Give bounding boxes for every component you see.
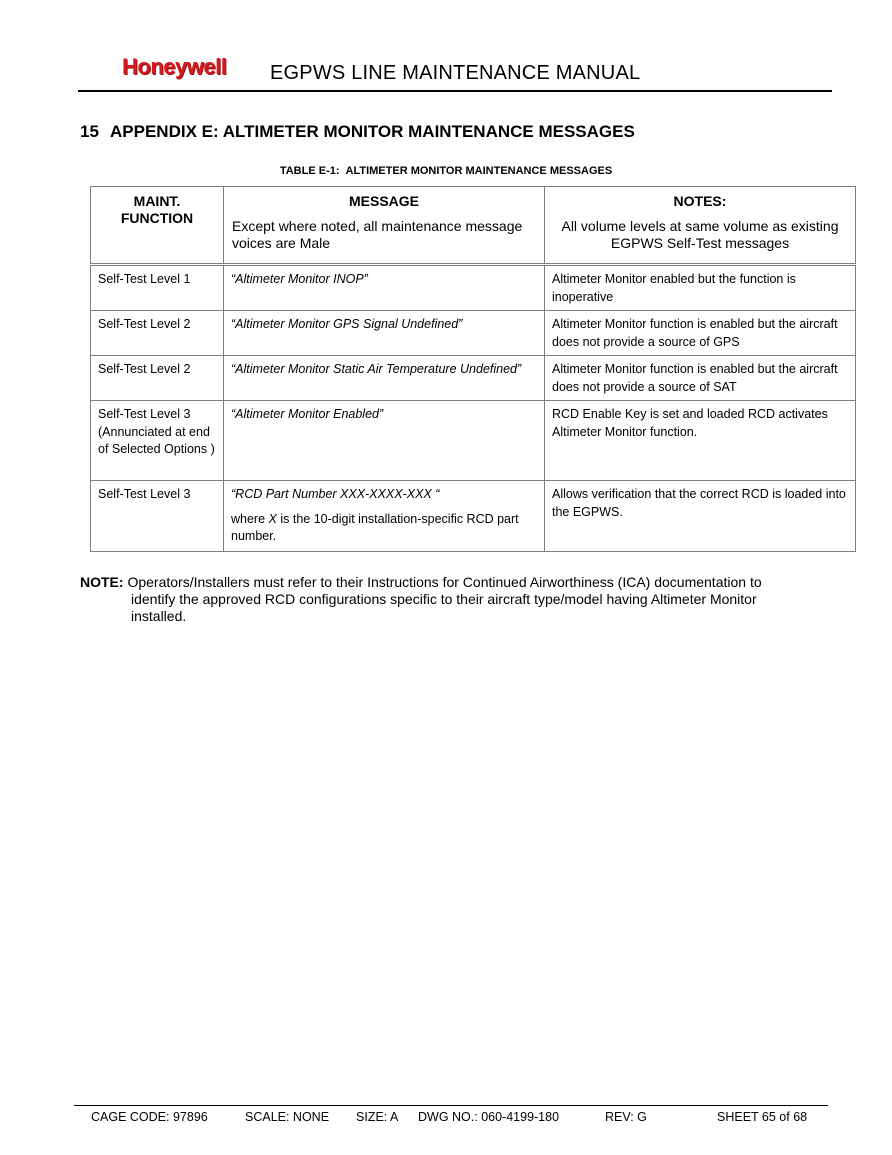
message-cell: “Altimeter Monitor GPS Signal Undefined” (224, 311, 545, 356)
footer-size: SIZE: A (356, 1110, 399, 1124)
header-notes (545, 187, 856, 265)
note-label: NOTE: (80, 574, 124, 590)
function-cell: Self-Test Level 3 (91, 481, 224, 552)
note-text-rest: identify the approved RCD configurations specific to their aircraft type/model having Altimeter Monitor installed. (131, 591, 757, 624)
header-message-subtext: Except where noted, all maintenance message voices are Male (232, 218, 523, 251)
manual-title: EGPWS LINE MAINTENANCE MANUAL (270, 62, 641, 84)
table-caption-number: TABLE E-1: (279, 165, 340, 177)
footer-sheet: SHEET 65 of 68 (717, 1110, 808, 1124)
note-paragraph (80, 574, 800, 625)
header-function (91, 187, 224, 265)
message-cell (224, 481, 545, 552)
function-cell: Self-Test Level 2 (91, 356, 224, 401)
where-prefix: where (231, 511, 269, 526)
message-text: “RCD Part Number XXX-XXXX-XXX “ (231, 487, 440, 501)
header-notes-label: NOTES: (673, 193, 727, 209)
table-row (91, 481, 856, 552)
function-cell: Self-Test Level 3 (Annunciated at end of Selected Options ) (91, 401, 224, 481)
table-caption-title: ALTIMETER MONITOR MAINTENANCE MESSAGES (345, 165, 613, 177)
table-row (91, 356, 856, 401)
footer-scale: SCALE: NONE (245, 1110, 330, 1124)
notes-cell: RCD Enable Key is set and loaded RCD activates Altimeter Monitor function. (545, 401, 856, 481)
footer-cage-code: CAGE CODE: 97896 (91, 1110, 208, 1124)
note-text-line1: Operators/Installers must refer to their Instructions for Continued Airworthiness (ICA) documentation to (123, 574, 762, 590)
table-row (91, 311, 856, 356)
message-cell: “Altimeter Monitor INOP” (224, 265, 545, 311)
honeywell-logo: Honeywell (122, 54, 227, 79)
notes-cell: Altimeter Monitor function is enabled but the aircraft does not provide a source of GPS (545, 311, 856, 356)
header-function-label: MAINT. FUNCTION (120, 193, 194, 226)
footer-dwg-no: DWG NO.: 060-4199-180 (418, 1110, 560, 1124)
message-cell: “Altimeter Monitor Static Air Temperature Undefined” (224, 356, 545, 401)
header-message-label: MESSAGE (348, 193, 419, 209)
message-cell: “Altimeter Monitor Enabled” (224, 401, 545, 481)
section-title: APPENDIX E: ALTIMETER MONITOR MAINTENANCE MESSAGES (110, 122, 635, 141)
table-header-row (91, 187, 856, 265)
maintenance-messages-table (90, 186, 856, 552)
message-where-clause (231, 511, 537, 546)
footer-rev: REV: G (605, 1110, 647, 1124)
table-row (91, 265, 856, 311)
notes-cell: Altimeter Monitor enabled but the function is inoperative (545, 265, 856, 311)
page-footer (74, 1105, 828, 1124)
where-suffix: is the 10-digit installation-specific RCD part number. (231, 511, 519, 543)
notes-cell: Allows verification that the correct RCD is loaded into the EGPWS. (545, 481, 856, 552)
notes-cell: Altimeter Monitor function is enabled but the aircraft does not provide a source of SAT (545, 356, 856, 401)
table-row (91, 401, 856, 481)
section-heading (80, 122, 635, 142)
header-notes-subtext: All volume levels at same volume as existing EGPWS Self-Test messages (561, 218, 839, 251)
header-message (224, 187, 545, 265)
page-header (78, 48, 832, 92)
function-cell: Self-Test Level 2 (91, 311, 224, 356)
table-caption (0, 165, 892, 177)
where-variable: X (268, 511, 277, 526)
function-cell: Self-Test Level 1 (91, 265, 224, 311)
section-number: 15 (80, 122, 99, 141)
